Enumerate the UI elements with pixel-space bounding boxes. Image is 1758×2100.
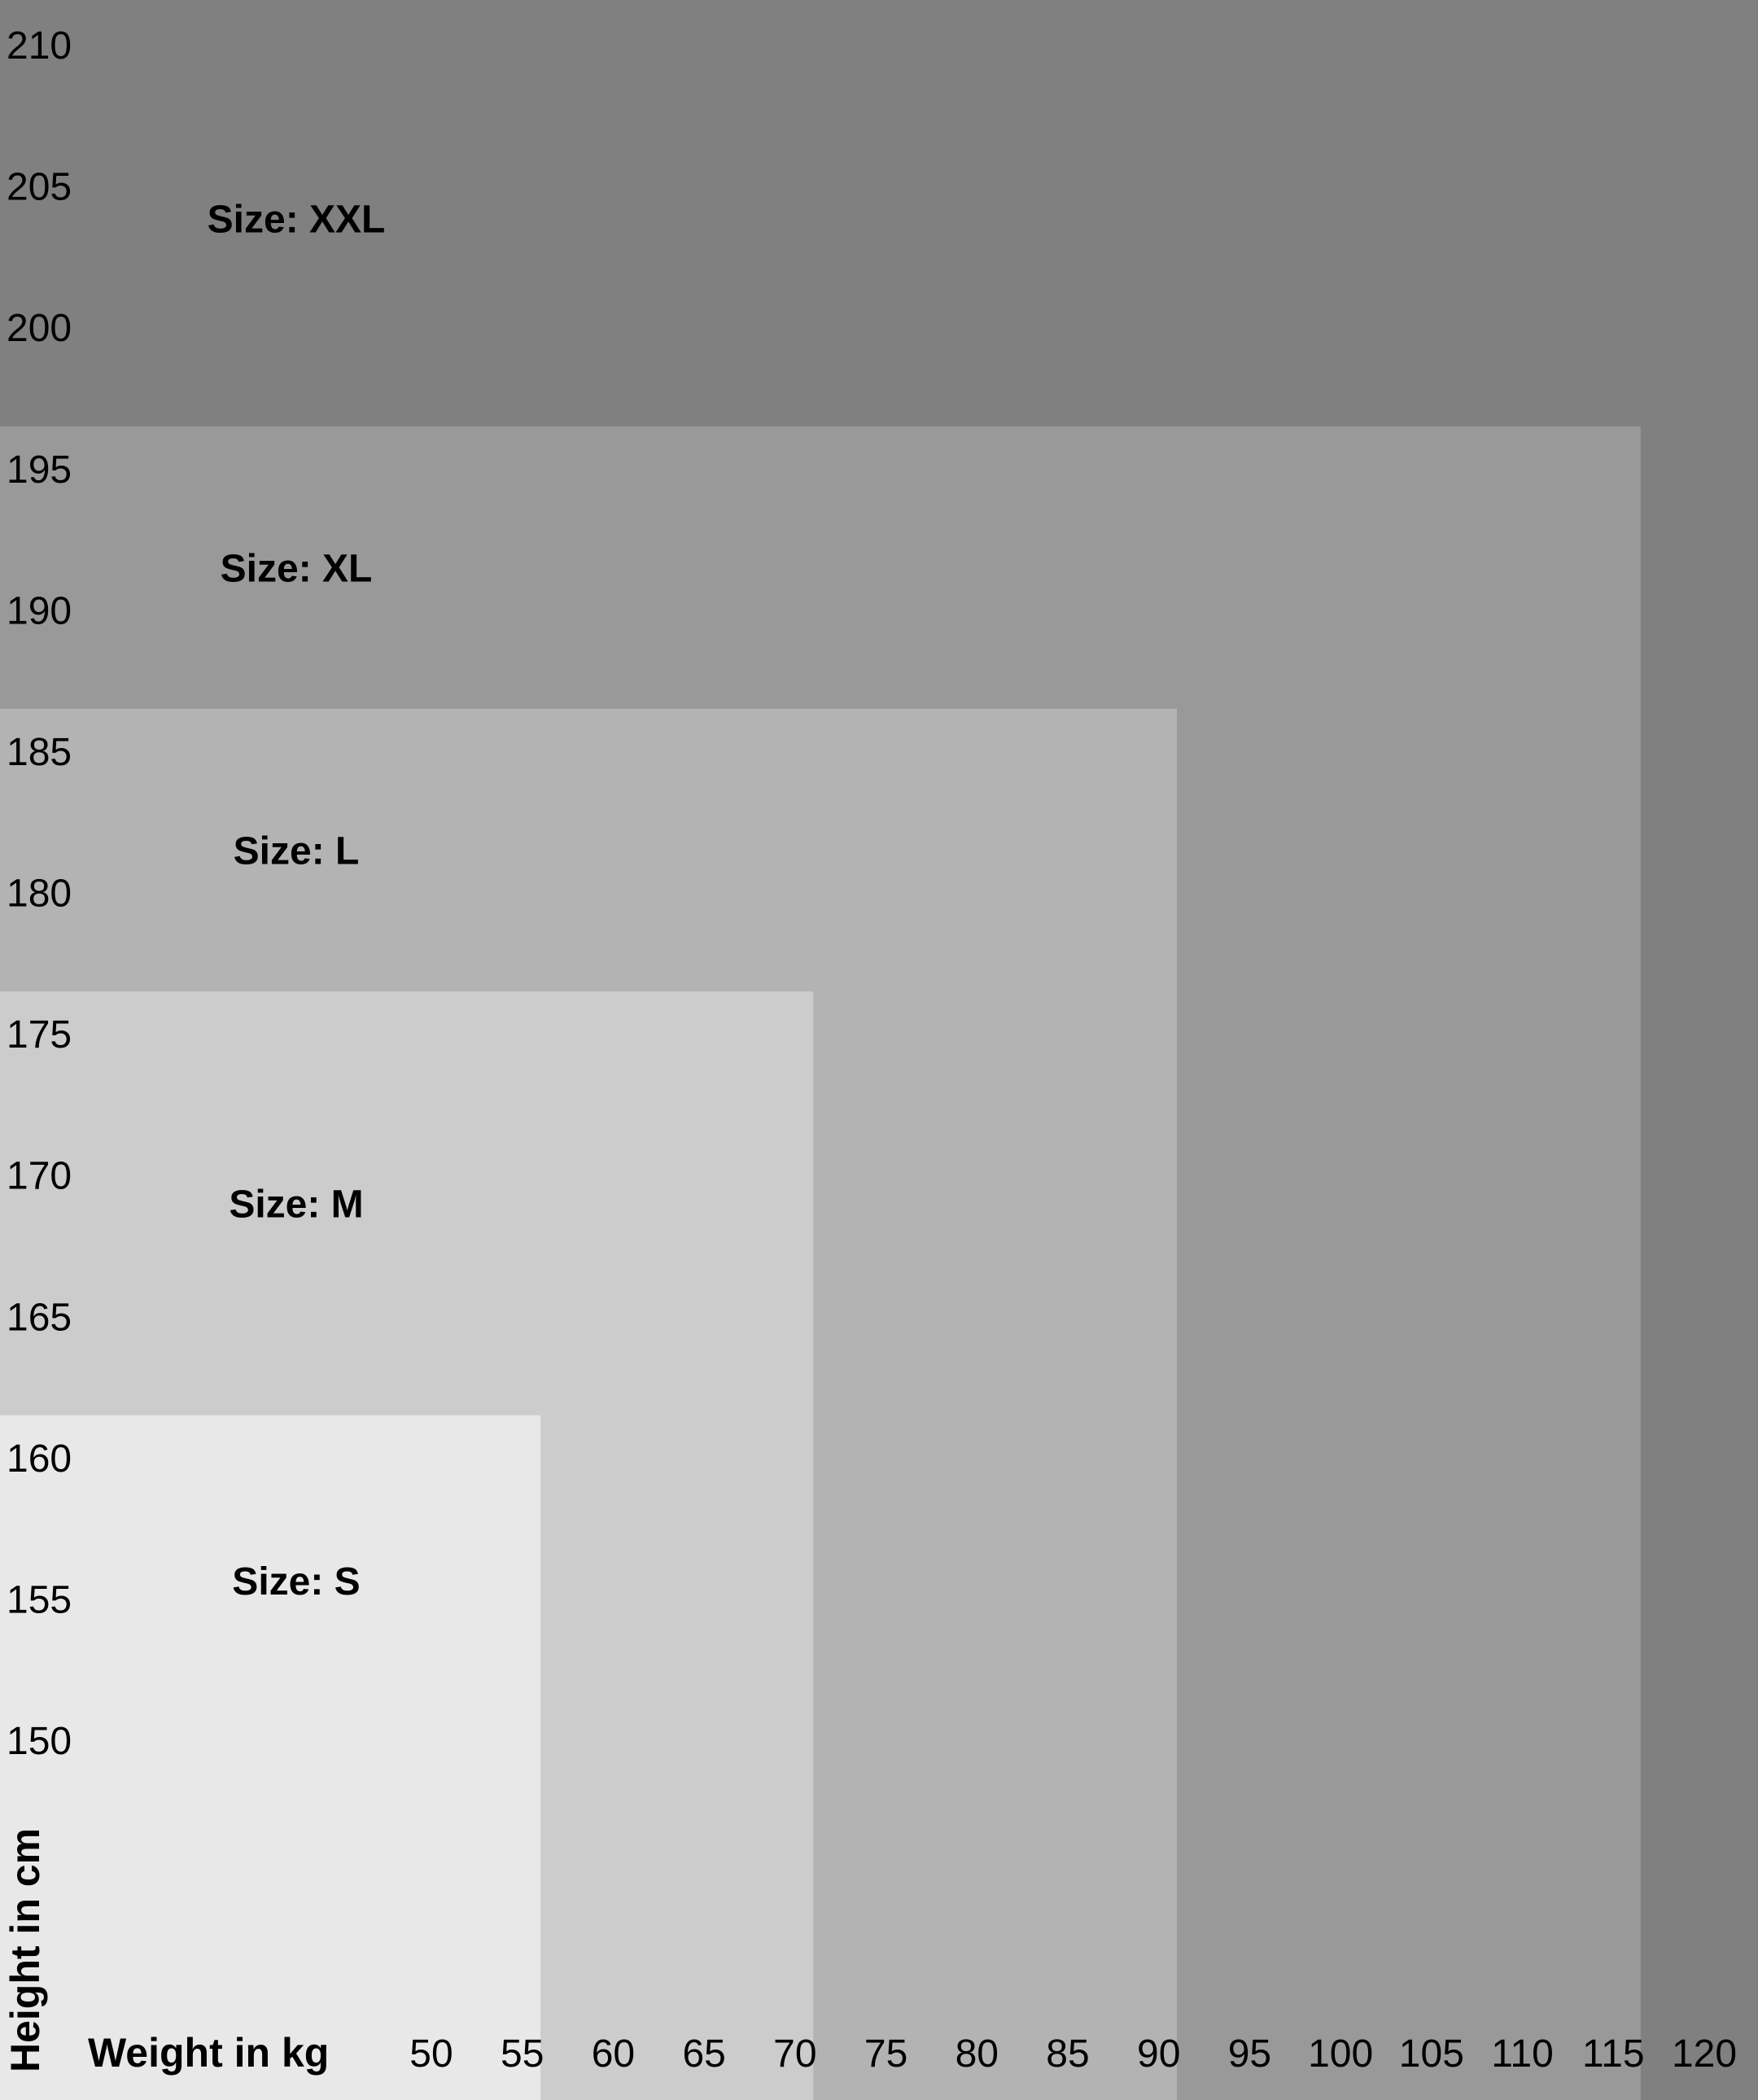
x-tick-label: 85 — [1046, 2032, 1090, 2076]
size-regions — [0, 11, 1741, 2100]
x-tick-label: 100 — [1308, 2032, 1374, 2076]
x-tick-label: 60 — [591, 2032, 636, 2076]
region-label-size-m: Size: M — [229, 1183, 364, 1227]
region-label-size-xxl: Size: XXL — [207, 198, 386, 242]
y-tick-label: 155 — [7, 1578, 72, 1622]
x-tick-label: 115 — [1582, 2032, 1645, 2076]
x-tick-label: 90 — [1137, 2032, 1181, 2076]
x-tick-label: 75 — [864, 2032, 908, 2076]
y-tick-label: 150 — [7, 1720, 72, 1763]
y-tick-label: 210 — [7, 24, 72, 68]
x-tick-label: 110 — [1491, 2032, 1554, 2076]
x-tick-label: 70 — [773, 2032, 817, 2076]
x-tick-label: 80 — [955, 2032, 999, 2076]
y-axis-label: Height in cm — [2, 1827, 48, 2072]
y-tick-label: 205 — [7, 165, 72, 209]
y-tick-label: 175 — [7, 1013, 72, 1057]
x-tick-label: 95 — [1227, 2032, 1272, 2076]
y-tick-label: 170 — [7, 1154, 72, 1198]
region-label-size-l: Size: L — [233, 829, 360, 873]
y-tick-label: 160 — [7, 1437, 72, 1481]
y-tick-label: 180 — [7, 872, 72, 916]
x-tick-label: 120 — [1671, 2032, 1738, 2076]
y-tick-label: 165 — [7, 1296, 72, 1340]
x-tick-label: 55 — [501, 2032, 544, 2076]
y-tick-label: 195 — [7, 448, 72, 492]
region-label-size-s: Size: S — [232, 1560, 361, 1603]
x-tick-label: 65 — [682, 2032, 726, 2076]
x-axis-label: Weight in kg — [88, 2030, 330, 2076]
x-tick-label: 105 — [1398, 2032, 1464, 2076]
y-tick-label: 200 — [7, 307, 72, 351]
region-label-size-xl: Size: XL — [220, 547, 373, 591]
x-tick-label: 50 — [409, 2032, 453, 2076]
x-axis-ticks — [409, 2032, 1737, 2076]
y-tick-label: 190 — [7, 589, 72, 633]
y-tick-label: 185 — [7, 730, 72, 774]
region-size-s — [0, 1415, 540, 2100]
